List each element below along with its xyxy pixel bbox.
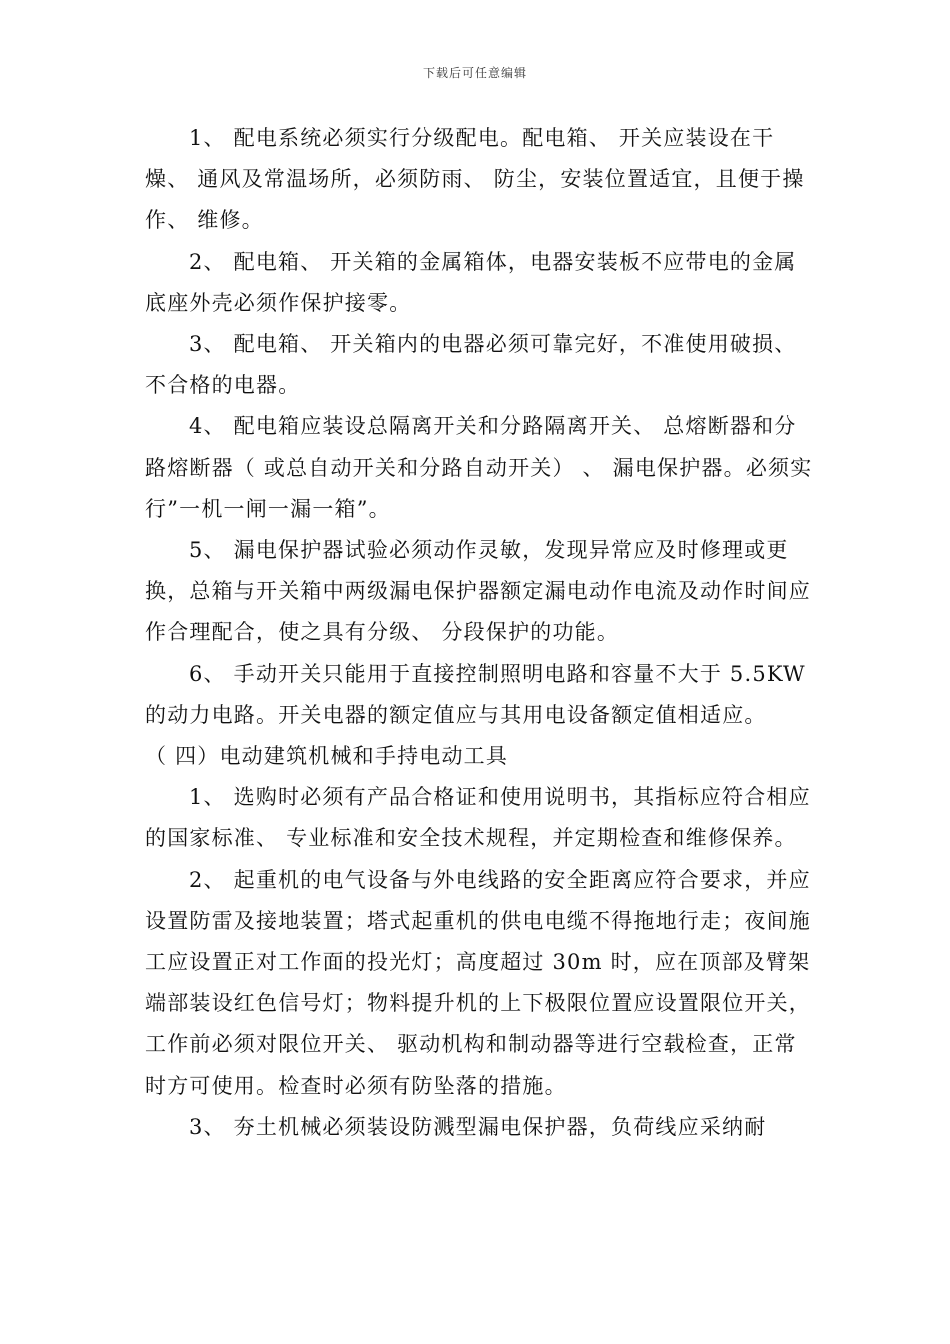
paragraph-7: 1、 选购时必须有产品合格证和使用说明书，其指标应符合相应的国家标准、 专业标准和安全技术规程，并定期检查和维修保养。 (145, 785, 811, 851)
page-header: 下载后可任意编辑 (422, 66, 527, 80)
paragraph-5: 5、 漏电保护器试验必须动作灵敏，发现异常应及时修理或更换，总箱与开关箱中两级漏电保护器额定漏电动作电流及动作时间应作合理配合，使之具有分级、 分段保护的功能。 (145, 538, 811, 645)
paragraph-8: 2、 起重机的电气设备与外电线路的安全距离应符合要求，并应设置防雷及接地装置；塔式起重机的供电电缆不得拖地行走；夜间施工应设置正对工作面的投光灯；高度超过 30m 时，应在顶部及臂架端部装设红色信号灯；物料提升机的上下极限位置应设置限位开关，工作前必须对限位开关、 驱动机构和制动器等进行空载检查，正常时方可使用。检查时必须有防坠落的措施。 (145, 867, 811, 1098)
section-heading: （ 四）电动建筑机械和手持电动工具 (145, 744, 509, 769)
paragraph-4: 4、 配电箱应装设总隔离开关和分路隔离开关、 总熔断器和分路熔断器（ 或总自动开关和分路自动开关） 、 漏电保护器。必须实行”一机一闸一漏一箱”。 (145, 414, 813, 521)
paragraph-2: 2、 配电箱、 开关箱的金属箱体，电器安装板不应带电的金属底座外壳必须作保护接零。 (145, 249, 797, 315)
paragraph-9: 3、 夯土机械必须装设防溅型漏电保护器，负荷线应采纳耐 (189, 1114, 767, 1139)
paragraph-3: 3、 配电箱、 开关箱内的电器必须可靠完好，不准使用破损、 不合格的电器。 (145, 332, 797, 398)
paragraph-1: 1、 配电系统必须实行分级配电。配电箱、 开关应装设在干燥、 通风及常温场所，必须防雨、 防尘，安装位置适宜，且便于操作、 维修。 (145, 126, 805, 233)
paragraph-6: 6、 手动开关只能用于直接控制照明电路和容量不大于 5.5KW 的动力电路。开关电器的额定值应与其用电设备额定值相适应。 (145, 661, 806, 727)
document-body (145, 118, 817, 1148)
